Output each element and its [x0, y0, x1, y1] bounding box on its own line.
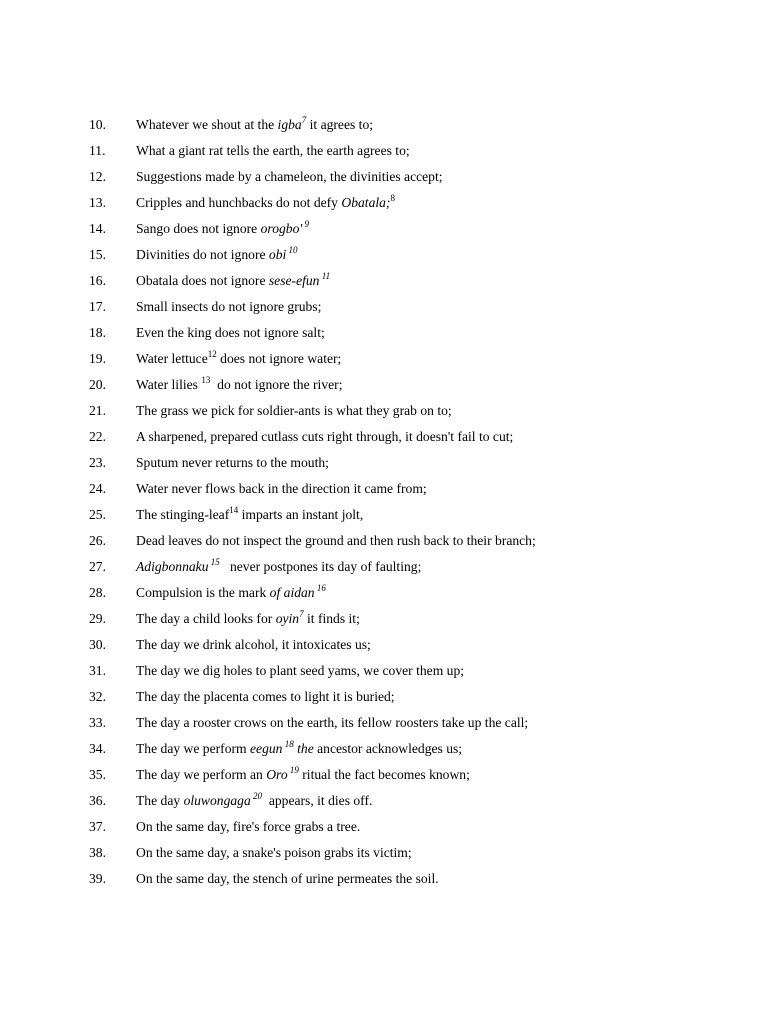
line-text [136, 556, 421, 578]
text-segment: The day the placenta comes to light it is buried; [136, 689, 395, 704]
line-number: 20. [89, 377, 106, 392]
italic-term: eegun [250, 741, 283, 756]
italic-term: igba [277, 117, 302, 132]
line-number: 18. [89, 325, 106, 340]
text-segment: does not ignore water; [216, 351, 342, 366]
italic-term: orogbo' [260, 221, 303, 236]
line-text [136, 166, 443, 188]
text-segment: Sputum never returns to the mouth; [136, 455, 329, 470]
text-segment: The stinging-leaf [136, 507, 230, 522]
line-text [136, 868, 439, 890]
italic-term: obi [268, 247, 287, 262]
verse-line [0, 218, 768, 244]
verse-line [0, 478, 768, 504]
line-text [136, 218, 309, 240]
verse-list [0, 114, 768, 894]
footnote-marker: 19 [287, 765, 299, 775]
line-number: 24. [89, 481, 106, 496]
line-number: 36. [89, 793, 106, 808]
italic-term: Adigbonnaku [136, 559, 209, 574]
line-number: 32. [89, 689, 106, 704]
line-number: 31. [89, 663, 106, 678]
line-number: 25. [89, 507, 106, 522]
line-number: 15. [89, 247, 106, 262]
text-segment: do not ignore the river; [210, 377, 343, 392]
italic-term: Oro [266, 767, 288, 782]
italic-term: sese-efun [268, 273, 320, 288]
footnote-marker: 8 [390, 193, 395, 203]
line-text [136, 816, 360, 838]
text-segment: Water never flows back in the direction it came from; [136, 481, 427, 496]
line-number: 11. [89, 143, 106, 158]
verse-line [0, 452, 768, 478]
text-segment: Suggestions made by a chameleon, the divinities accept; [136, 169, 443, 184]
line-number: 34. [89, 741, 106, 756]
text-segment: appears, it dies off. [262, 793, 373, 808]
footnote-marker: 20 [250, 791, 263, 801]
text-segment: Sango does not ignore [136, 221, 261, 236]
line-number: 38. [89, 845, 106, 860]
line-number: 29. [89, 611, 106, 626]
line-text [136, 114, 373, 136]
text-segment: The day we dig holes to plant seed yams, we cover them up; [136, 663, 465, 678]
line-text [136, 426, 513, 448]
verse-line [0, 400, 768, 426]
verse-line [0, 166, 768, 192]
verse-line [0, 504, 768, 530]
line-text [136, 660, 464, 682]
line-number: 14. [89, 221, 106, 236]
line-text [136, 686, 395, 708]
text-segment: Small insects do not ignore grubs; [136, 299, 322, 314]
line-text [136, 530, 536, 552]
verse-line [0, 686, 768, 712]
line-number: 23. [89, 455, 106, 470]
footnote-marker: 14 [229, 505, 239, 515]
italic-term: the [293, 741, 314, 756]
line-text [136, 140, 410, 162]
line-number: 39. [89, 871, 106, 886]
line-text [136, 504, 363, 526]
verse-line [0, 738, 768, 764]
footnote-marker: 15 [208, 557, 220, 567]
text-segment: never postpones its day of faulting; [219, 559, 422, 574]
line-number: 28. [89, 585, 106, 600]
verse-line [0, 764, 768, 790]
text-segment: The day [136, 793, 184, 808]
text-segment: The grass we pick for soldier-ants is what they grab on to; [136, 403, 452, 418]
line-text [136, 842, 412, 864]
line-text [136, 244, 298, 266]
verse-line [0, 374, 768, 400]
text-segment: The day a rooster crows on the earth, its fellow roosters take up the call; [136, 715, 529, 730]
text-segment: On the same day, fire's force grabs a tree. [136, 819, 361, 834]
text-segment: Dead leaves do not inspect the ground and then rush back to their branch; [136, 533, 536, 548]
text-segment: A sharpened, prepared cutlass cuts right through, it doesn't fail to cut; [136, 429, 514, 444]
line-number: 10. [89, 117, 106, 132]
line-text [136, 582, 326, 604]
verse-line [0, 426, 768, 452]
verse-line [0, 322, 768, 348]
footnote-marker: 7 [299, 609, 304, 619]
line-number: 37. [89, 819, 106, 834]
text-segment: On the same day, a snake's poison grabs its victim; [136, 845, 412, 860]
line-number: 13. [89, 195, 106, 210]
verse-line [0, 660, 768, 686]
text-segment: it finds it; [303, 611, 360, 626]
text-segment: Whatever we shout at the [136, 117, 278, 132]
verse-line [0, 712, 768, 738]
italic-term: Obatala; [341, 195, 391, 210]
line-number: 22. [89, 429, 106, 444]
text-segment: Obatala does not ignore [136, 273, 269, 288]
verse-line [0, 244, 768, 270]
verse-line [0, 868, 768, 894]
line-number: 26. [89, 533, 106, 548]
line-number: 21. [89, 403, 106, 418]
italic-term: of aidan [269, 585, 315, 600]
line-text [136, 192, 395, 214]
text-segment: ancestor acknowledges us; [313, 741, 463, 756]
text-segment: The day we perform [136, 741, 250, 756]
verse-line [0, 842, 768, 868]
footnote-marker: 7 [301, 115, 307, 125]
verse-line [0, 556, 768, 582]
italic-term: oluwongaga [183, 793, 251, 808]
line-number: 35. [89, 767, 106, 782]
verse-line [0, 790, 768, 816]
footnote-marker: 11 [319, 271, 331, 281]
line-text [136, 790, 372, 812]
line-number: 12. [89, 169, 106, 184]
verse-line [0, 296, 768, 322]
verse-line [0, 192, 768, 218]
text-segment: What a giant rat tells the earth, the earth agrees to; [136, 143, 410, 158]
verse-line [0, 816, 768, 842]
text-segment: The day a child looks for [136, 611, 276, 626]
footnote-marker: 16 [314, 583, 326, 593]
line-number: 19. [89, 351, 106, 366]
line-text [136, 738, 462, 760]
line-number: 17. [89, 299, 106, 314]
line-text [136, 478, 427, 500]
line-text [136, 348, 341, 370]
text-segment: it agrees to; [306, 117, 374, 132]
line-text [136, 296, 321, 318]
verse-line [0, 114, 768, 140]
text-segment: The day we drink alcohol, it intoxicates us; [136, 637, 371, 652]
verse-line [0, 608, 768, 634]
verse-line [0, 530, 768, 556]
footnote-marker: 9 [302, 219, 310, 229]
footnote-marker: 12 [207, 349, 217, 359]
line-text [136, 764, 470, 786]
text-segment: Even the king does not ignore salt; [136, 325, 325, 340]
text-segment: Water lettuce [136, 351, 208, 366]
line-number: 16. [89, 273, 106, 288]
footnote-marker: 18 [282, 739, 294, 749]
text-segment: ritual the fact becomes known; [298, 767, 470, 782]
verse-line [0, 348, 768, 374]
verse-line [0, 270, 768, 296]
text-segment: On the same day, the stench of urine permeates the soil. [136, 871, 439, 886]
footnote-marker: 13 [201, 375, 211, 385]
footnote-marker: 10 [286, 245, 298, 255]
line-text [136, 452, 329, 474]
line-text [136, 374, 342, 396]
text-segment: Divinities do not ignore [136, 247, 269, 262]
text-segment: Compulsion is the mark [136, 585, 270, 600]
text-segment: imparts an instant jolt, [238, 507, 364, 522]
line-number: 27. [89, 559, 106, 574]
line-number: 33. [89, 715, 106, 730]
italic-term: oyin [275, 611, 300, 626]
line-text [136, 608, 360, 630]
line-text [136, 322, 325, 344]
line-text [136, 400, 452, 422]
verse-line [0, 140, 768, 166]
line-text [136, 634, 371, 656]
line-number: 30. [89, 637, 106, 652]
text-segment: The day we perform an [136, 767, 267, 782]
line-text [136, 712, 528, 734]
line-text [136, 270, 330, 292]
text-segment: Cripples and hunchbacks do not defy [136, 195, 342, 210]
verse-line [0, 634, 768, 660]
verse-line [0, 582, 768, 608]
text-segment: Water lilies [136, 377, 202, 392]
